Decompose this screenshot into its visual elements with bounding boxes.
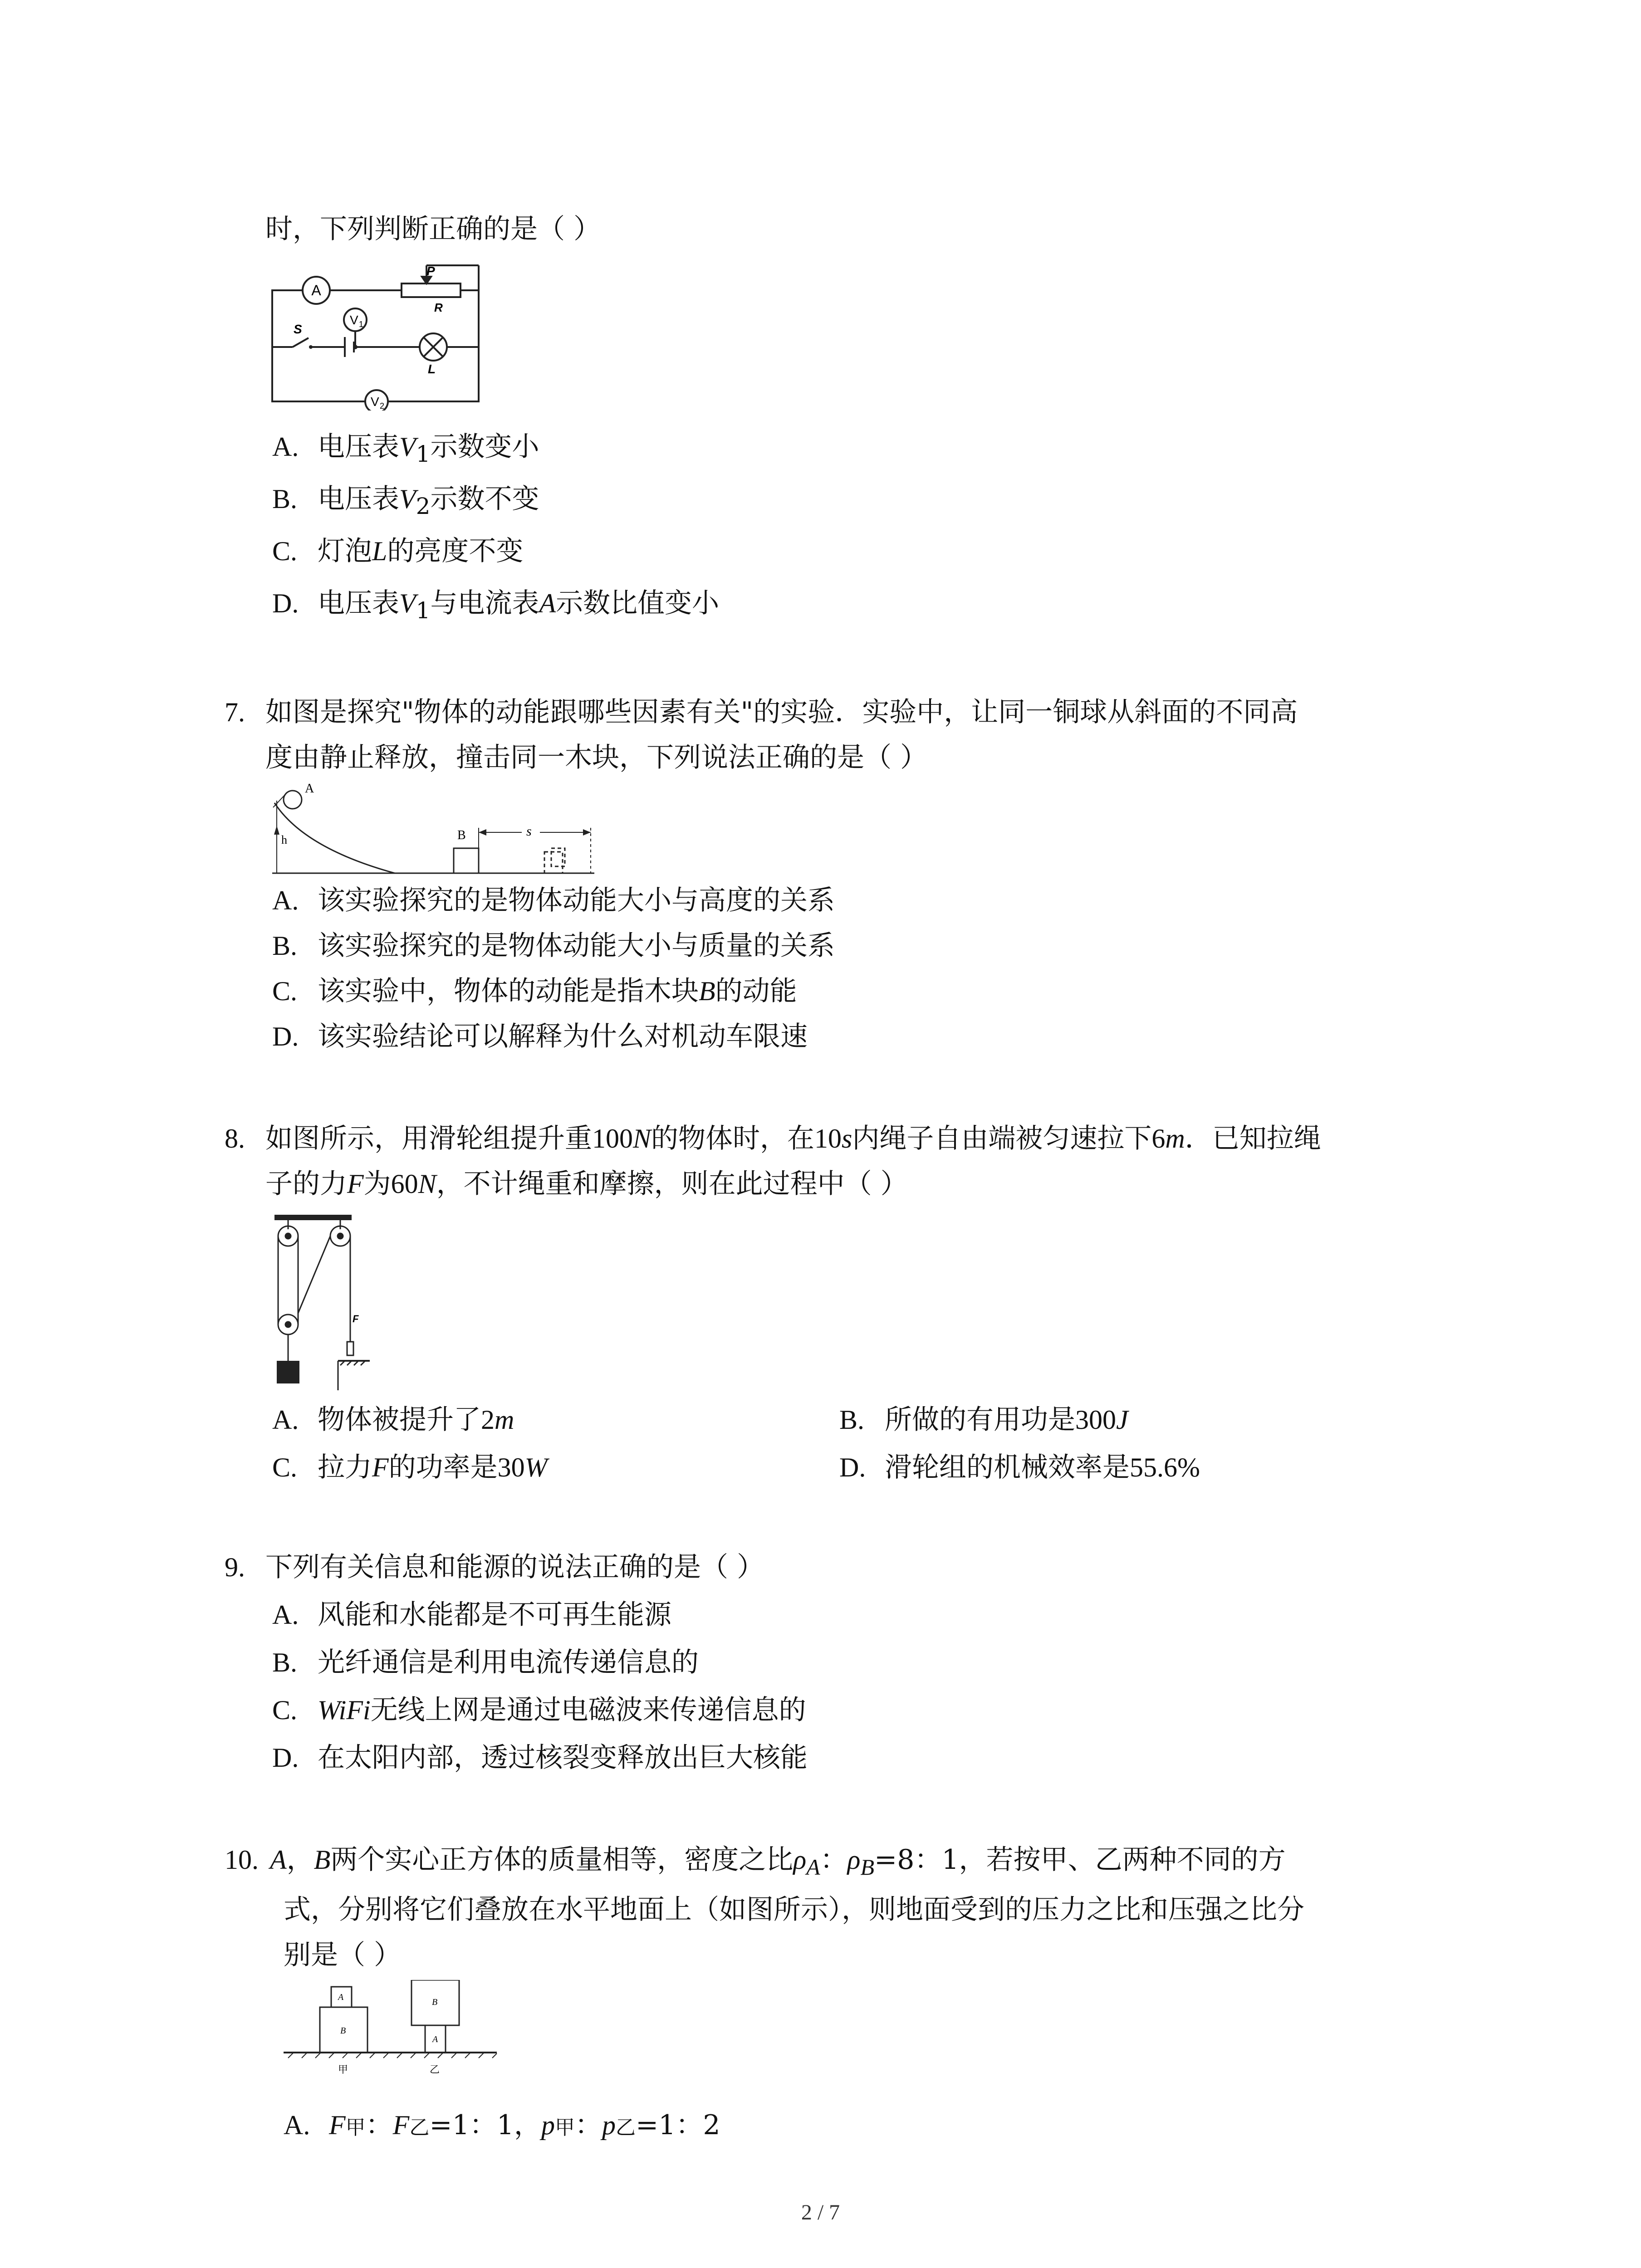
slider-p-label: P	[426, 264, 435, 278]
q6-circuit-diagram	[265, 261, 488, 411]
ball-a-label: A	[305, 782, 314, 796]
option-key: D.	[272, 1022, 299, 1051]
lamp-l-label: L	[428, 362, 436, 376]
q7-stem-text: 如图是探究"物体的动能跟哪些因素有关"的实验．实验中，让同一铜球从斜面的不同高	[265, 696, 1298, 728]
q8-stem-text: ，不计绳重和摩擦，则在此过程中（ ）	[436, 1168, 908, 1200]
option-text: 电压表	[318, 483, 399, 515]
math-var: A	[270, 1845, 287, 1875]
q7-stem-line1	[225, 694, 1298, 730]
option-text: 示数不变	[430, 483, 539, 515]
option-key: D.	[839, 1452, 866, 1482]
q8-option-c[interactable]	[272, 1449, 548, 1486]
option-text: 物体被提升了	[318, 1404, 481, 1436]
option-text: =1：1，	[429, 2109, 541, 2141]
option-key: A.	[272, 1600, 299, 1630]
q7-option-d[interactable]	[272, 1018, 808, 1055]
option-text: 的动能	[715, 975, 797, 1007]
option-key: C.	[272, 1695, 298, 1725]
option-text: 该实验探究的是物体动能大小与高度的关系	[318, 885, 835, 916]
option-key: C.	[272, 1452, 298, 1482]
number: 6	[1151, 1124, 1166, 1154]
unit: N	[418, 1169, 436, 1199]
option-text: 的亮度不变	[387, 535, 524, 567]
jia-label: 甲	[338, 2064, 348, 2076]
option-text: 无线上网是通过电磁波来传递信息的	[370, 1694, 806, 1726]
q10-stem-line2	[284, 1892, 1304, 1928]
unit: J	[1116, 1405, 1128, 1435]
option-key: D.	[272, 588, 299, 618]
q6-option-b[interactable]	[272, 481, 539, 524]
subscript-text: 甲	[554, 2116, 575, 2139]
subscript-text: 甲	[345, 2116, 366, 2139]
option-key: A.	[272, 885, 299, 915]
q10-stem-line1	[225, 1842, 1286, 1885]
q9-option-d[interactable]	[272, 1740, 808, 1776]
math-var: V	[399, 588, 416, 618]
option-text: 灯泡	[318, 535, 372, 567]
math-sub: B	[860, 1854, 875, 1880]
q9-stem	[225, 1549, 764, 1585]
block-a-jia-label: A	[338, 1992, 344, 2002]
yi-label: 乙	[430, 2064, 440, 2076]
q8-pulley-diagram	[270, 1211, 383, 1393]
option-text: 拉力	[318, 1452, 372, 1483]
q8-stem-text: 如图所示，用滑轮组提升重	[265, 1123, 592, 1154]
math-var: ρ	[793, 1845, 807, 1875]
q7-option-c[interactable]	[272, 973, 797, 1009]
q10-stem-line3	[284, 1937, 401, 1973]
option-text: 滑轮组的机械效率是	[885, 1452, 1130, 1483]
q9-option-b[interactable]	[272, 1644, 699, 1681]
math-sub: A	[806, 1854, 820, 1880]
v2-sub-label: 2	[380, 401, 385, 411]
option-text: 示数变小	[430, 431, 539, 463]
option-text: 电压表	[318, 587, 399, 619]
option-text: 光纤通信是利用电流传递信息的	[318, 1647, 699, 1678]
number: 100	[592, 1124, 633, 1154]
question-number: 9.	[225, 1552, 245, 1582]
q6-stem-text: 时，下列判断正确的是（ ）	[265, 213, 601, 245]
math-var: p	[602, 2110, 616, 2140]
option-key: C.	[272, 536, 298, 566]
q8-stem-text: 内绳子自由端被匀速拉下	[852, 1123, 1152, 1154]
math-var: V	[399, 484, 416, 514]
option-text: =1：2	[635, 2109, 720, 2141]
math-var: B	[314, 1845, 331, 1875]
block-b-yi-label: B	[432, 1997, 438, 2007]
page-number: 2 / 7	[801, 2200, 840, 2224]
resistor-r-label: R	[434, 301, 443, 314]
v1-label: V	[350, 313, 358, 327]
math-var: WiFi	[318, 1695, 371, 1725]
q8-option-a[interactable]	[272, 1402, 514, 1438]
q10-stem-text: ，	[286, 1844, 314, 1876]
switch-s-label: S	[294, 322, 302, 336]
unit: N	[633, 1124, 652, 1154]
q10-stem-text: 式，分别将它们叠放在水平地面上（如图所示），则地面受到的压力之比和压强之比分	[284, 1894, 1304, 1926]
unit: m	[1165, 1124, 1185, 1154]
math-var: F	[392, 2110, 410, 2140]
option-text: 该实验结论可以解释为什么对机动车限速	[318, 1021, 808, 1052]
height-h-label: h	[281, 833, 287, 846]
option-text: 与电流表	[430, 587, 539, 619]
q10-stem-text: 别是（ ）	[284, 1939, 402, 1971]
block-b-jia-label: B	[340, 2026, 346, 2036]
option-text: 该实验探究的是物体动能大小与质量的关系	[318, 930, 835, 962]
option-key: B.	[839, 1405, 865, 1435]
q7-option-a[interactable]	[272, 882, 835, 919]
q6-option-a[interactable]	[272, 429, 539, 472]
q7-stem-line2	[265, 739, 927, 776]
q9-stem-text: 下列有关信息和能源的说法正确的是（ ）	[265, 1551, 764, 1583]
subscript-text: 乙	[615, 2116, 636, 2139]
question-number: 7.	[225, 697, 245, 727]
q7-stem-text: 度由静止释放，撞击同一木块，下列说法正确的是（ ）	[265, 742, 928, 773]
math-var: B	[699, 976, 715, 1006]
q7-incline-diagram	[268, 780, 599, 880]
subscript-text: 乙	[409, 2116, 430, 2139]
number: 2	[481, 1405, 495, 1435]
q8-stem-text: 为	[363, 1168, 391, 1200]
q9-option-c[interactable]	[272, 1692, 806, 1728]
block-a-yi-label: A	[432, 2034, 438, 2044]
q10-stem-text: =8：1，若按甲、乙两种不同的方	[874, 1844, 1286, 1876]
q6-option-d[interactable]	[272, 585, 719, 629]
ammeter-label: A	[311, 282, 321, 298]
math-sub: 1	[416, 441, 431, 467]
option-text: 电压表	[318, 431, 399, 463]
q10-stem-text: ：	[820, 1844, 847, 1876]
math-var: F	[329, 2110, 346, 2140]
unit: W	[524, 1452, 548, 1482]
math-var: V	[399, 432, 416, 462]
q8-stem-text: 子的力	[265, 1168, 347, 1200]
question-number: 8.	[225, 1124, 245, 1154]
option-key: A.	[272, 1405, 299, 1435]
option-key: D.	[272, 1743, 299, 1773]
math-var: p	[541, 2110, 555, 2140]
option-key: A.	[284, 2110, 310, 2140]
q8-stem-text: ．已知拉绳	[1185, 1123, 1321, 1154]
math-var: F	[347, 1169, 364, 1199]
q8-stem-line2	[265, 1166, 908, 1202]
option-text: 该实验中，物体的动能是指木块	[318, 975, 699, 1007]
option-key: B.	[272, 1647, 298, 1677]
math-var: A	[539, 588, 556, 618]
q9-option-a[interactable]	[272, 1597, 671, 1633]
q10-stem-text: 两个实心正方体的质量相等，密度之比	[330, 1844, 794, 1876]
q6-option-c[interactable]	[272, 533, 523, 569]
option-text: 的功率是	[388, 1452, 498, 1483]
option-key: B.	[272, 484, 298, 514]
q8-option-d[interactable]	[839, 1449, 1200, 1486]
q10-option-a[interactable]	[284, 2107, 720, 2146]
question-number: 10.	[225, 1845, 259, 1875]
v1-sub-label: 1	[359, 320, 364, 329]
unit: m	[495, 1405, 514, 1435]
option-key: A.	[272, 432, 299, 462]
option-key: C.	[272, 976, 298, 1006]
number: 55.6%	[1130, 1452, 1200, 1482]
q8-stem-text: 的物体时，在	[651, 1123, 815, 1154]
unit: s	[842, 1124, 852, 1154]
q6-stem-continuation	[265, 211, 601, 247]
option-text: 示数比值变小	[556, 587, 720, 619]
block-b-label: B	[457, 828, 466, 842]
math-var: F	[372, 1452, 389, 1482]
v2-label: V	[371, 395, 379, 409]
q10-stacking-diagram	[284, 1980, 501, 2084]
option-text: 在太阳内部，透过核裂变释放出巨大核能	[318, 1742, 808, 1774]
math-var: ρ	[847, 1845, 861, 1875]
q8-stem-line1	[225, 1120, 1321, 1157]
number: 10	[814, 1124, 842, 1154]
option-text: ：	[365, 2109, 393, 2141]
option-key: B.	[272, 931, 298, 961]
number: 300	[1075, 1405, 1116, 1435]
math-sub: 1	[416, 597, 431, 624]
option-text: ：	[574, 2109, 602, 2141]
force-f-label: F	[353, 1313, 359, 1325]
q7-option-b[interactable]	[272, 928, 835, 964]
option-text: 风能和水能都是不可再生能源	[318, 1599, 671, 1631]
math-sub: 2	[416, 493, 431, 519]
option-text: 所做的有用功是	[885, 1404, 1075, 1436]
math-var: L	[372, 536, 387, 566]
number: 30	[497, 1452, 525, 1482]
distance-s-label: s	[526, 824, 532, 839]
number: 60	[391, 1169, 418, 1199]
q8-option-b[interactable]	[839, 1402, 1128, 1438]
